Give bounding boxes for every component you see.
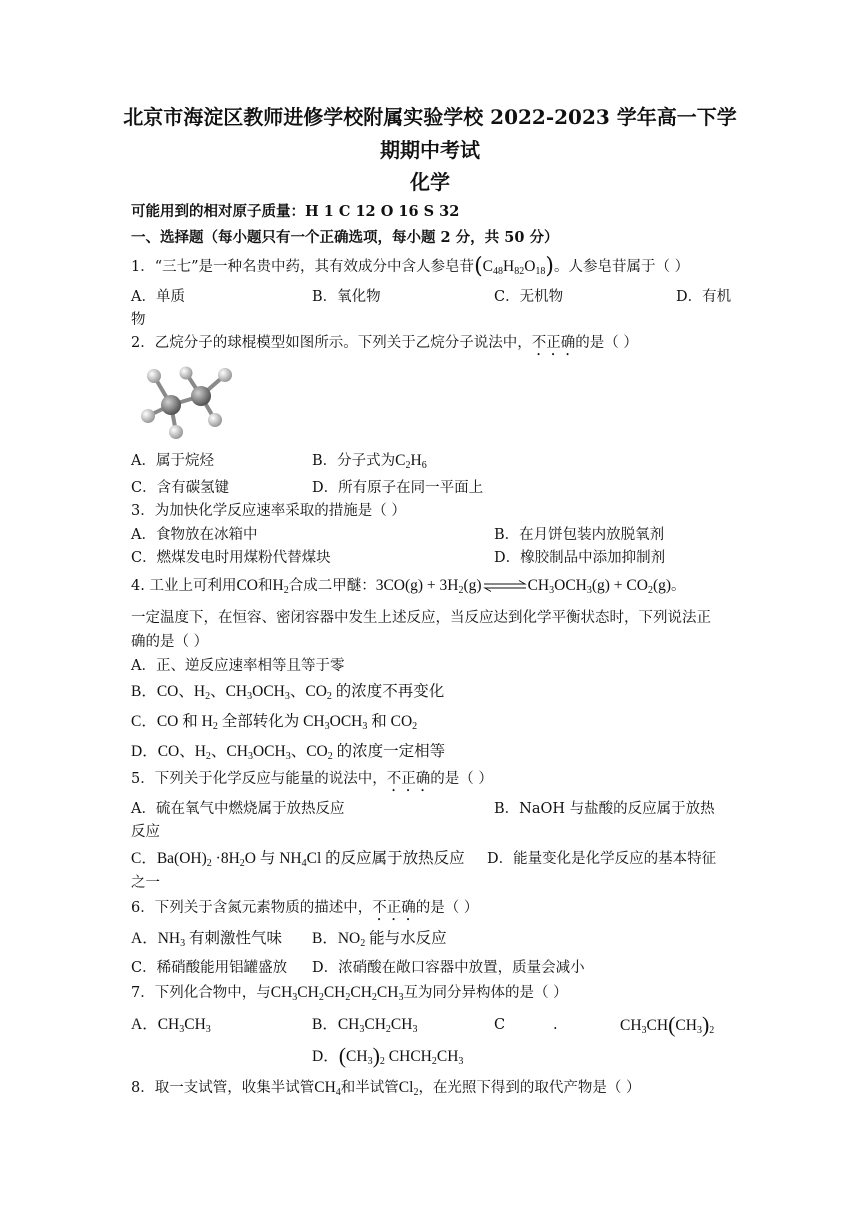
q4-option-d: D．CO、$H_2$、$CH_3OCH_3$、$CO_2$ 的浓度一定相等 [131,743,446,762]
q3-option-d: D．橡胶制品中添加抑制剂 [494,550,666,566]
q7-option-c-label: C [494,1017,506,1033]
atomic-masses: 可能用到的相对原子质量：H 1 C 12 O 16 S 32 [131,203,460,220]
q2-option-c: C．含有碳氢键 [131,480,230,496]
q1-option-d: D．有机 [676,289,732,305]
q1-stem-text: 1．“三七”是一种名贵中药，其有效成分中含人参皂苷 [131,259,475,275]
q2-option-b-text: B．分子式为 [312,453,396,469]
q7-option-c: $CH_3CH(CH_3)_2$ [620,1012,715,1037]
paren-left: ( [474,254,483,279]
q7-option-a: A．$CH_3CH_3$ [131,1016,211,1035]
question-3-stem: 3．为加快化学反应速率采取的措施是（ ） [131,503,406,519]
q8-cl2: $Cl_2$ [398,1079,419,1098]
q8-stem-mid: 和半试管 [340,1080,399,1096]
q8-ch4: $CH_4$ [314,1079,341,1098]
q4-stem-text: 4. 工业上可利用 [131,578,237,594]
q7-stem-tail: 互为同分异构体的是（ ） [403,985,568,1001]
q8-stem-tail: ，在光照下得到的取代产物是（ ） [418,1080,641,1096]
q5-option-d-wrap: 之一 [131,875,160,891]
question-4-stem [131,576,686,596]
q5-stem-tail: 的是（ ） [430,771,493,787]
q1-formula: $C_{48}H_{82}O_{18}$ [482,258,546,277]
q4-stem-mid: 合成二甲醚： [288,578,376,594]
question-1-stem [131,254,690,279]
q7-formula: $CH_3CH_2CH_2CH_2CH_3$ [270,984,404,1003]
paren-right: ) [545,254,554,279]
exam-title-line1: 北京市海淀区教师进修学校附属实验学校 2022-2023 学年高一下学 [123,105,737,129]
q4-equation-left: $3CO(g) + 3H_2(g)$ [375,577,482,596]
q6-option-b: B．$NO_2$ 能与水反应 [312,930,447,949]
q5-emphasis: 不正确 [386,771,431,787]
q5-option-b-wrap: 反应 [131,824,160,840]
q4-line3: 确的是（ ） [131,634,209,650]
q4-and: 和 [258,578,273,594]
q2-option-b-formula: $C_2H_6$ [395,452,427,471]
q4-option-c: C．CO 和 $H_2$ 全部转化为 $CH_3OCH_3$ 和 $CO_2$ [131,713,418,732]
q2-option-d: D．所有原子在同一平面上 [312,480,484,496]
subject-title: 化学 [410,170,450,194]
q7-option-d: D．$(CH_3)_2$ $CHCH_2CH_3$ [312,1043,464,1068]
equilibrium-arrow-icon [482,580,528,592]
q6-option-d: D．浓硝酸在敞口容器中放置，质量会减小 [312,960,585,976]
question-7-stem [131,983,568,1003]
q1-option-b: B．氧化物 [312,289,381,305]
q2-stem-tail: 的是（ ） [575,335,638,351]
q4-h2: $H_2$ [272,577,289,596]
q6-stem-tail: 的是（ ） [415,900,479,916]
q4-line2: 一定温度下，在恒容、密闭容器中发生上述反应，当反应达到化学平衡状态时，下列说法正 [131,610,711,626]
q1-option-a: A．单质 [131,289,185,305]
q6-option-c: C．稀硝酸能用铝罐盛放 [131,960,288,976]
q1-option-c: C．无机物 [494,289,564,305]
q4-co: CO [236,577,258,594]
q8-stem-text: 8．取一支试管，收集半试管 [131,1080,315,1096]
q6-emphasis: 不正确 [372,900,416,916]
q4-option-a: A．正、逆反应速率相等且等于零 [131,658,345,674]
q5-option-c: C．$Ba(OH)_2 \cdot 8H_2O$ 与 $NH_4Cl$ 的反应属于放热反应 [131,850,465,869]
q7-option-b: B．$CH_3CH_2CH_3$ [312,1016,418,1035]
q5-option-b: B．NaOH 与盐酸的反应属于放热 [494,801,715,817]
q7-option-c-dot: . [553,1017,558,1033]
q4-stem-end: 。 [671,578,686,594]
question-6-stem [131,898,478,924]
q5-option-a: A．硫在氧气中燃烧属于放热反应 [131,801,345,817]
q6-option-a: A．$NH_3$ 有刺激性气味 [131,930,282,949]
q3-option-b: B．在月饼包装内放脱氧剂 [494,527,665,543]
q3-option-c: C．燃煤发电时用煤粉代替煤块 [131,550,331,566]
q2-emphasis: 不正确 [531,335,576,351]
q6-stem-text: 6．下列关于含氮元素物质的描述中， [131,900,373,916]
q2-option-b [312,451,427,471]
q1-option-d-wrap: 物 [131,312,146,328]
q4-option-b: B．CO、$H_2$、$CH_3OCH_3$、$CO_2$ 的浓度不再变化 [131,683,445,702]
exam-title-line2: 期期中考试 [380,138,480,162]
q7-stem-text: 7．下列化合物中，与 [131,985,271,1001]
q5-option-d: D．能量变化是化学反应的基本特征 [487,851,717,867]
section-heading: 一、选择题（每小题只有一个正确选项，每小题 2 分，共 50 分） [131,229,559,246]
q5-stem-text: 5．下列关于化学反应与能量的说法中， [131,771,387,787]
q1-stem-tail: 。人参皂苷属于（ ） [554,259,690,275]
q4-equation-right: $CH_3OCH_3(g) + CO_2(g)$ [527,577,672,596]
question-2-stem [131,333,638,359]
q2-stem-text: 2．乙烷分子的球棍模型如图所示。下列关于乙烷分子说法中， [131,335,532,351]
question-8-stem [131,1078,641,1098]
ethane-ball-stick-model [136,360,236,440]
question-5-stem [131,769,493,795]
q3-option-a: A．食物放在冰箱中 [131,527,258,543]
q2-option-a: A．属于烷烃 [131,453,214,469]
